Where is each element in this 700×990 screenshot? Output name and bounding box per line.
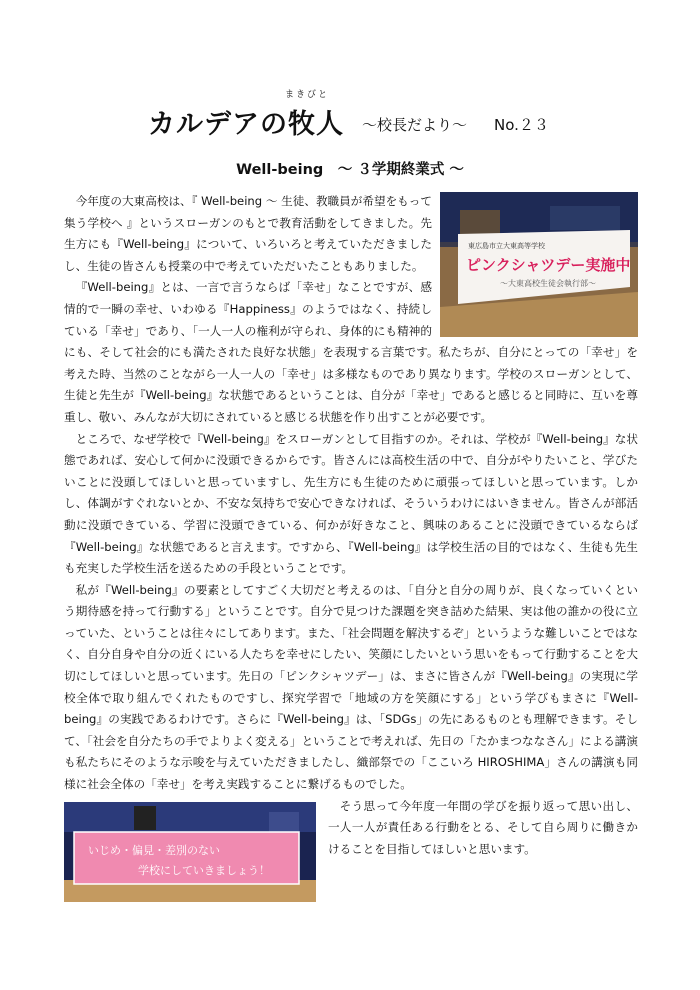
article-heading: Well-being ～ ３学期終業式 ～ <box>236 162 464 178</box>
paragraph-5: そう思って今年度一年間の学びを振り返って思い出し、一人一人が責任ある行動をとる、そして自ら周りに働きかけることを目指してほしいと思います。 <box>328 798 638 856</box>
banner-line-1: いじめ・偏見・差別のない <box>88 844 220 857</box>
banner-small-text: 東広島市立大東高等学校 <box>468 242 545 250</box>
article-body <box>64 191 638 912</box>
issue-number: No.２３ <box>494 116 549 134</box>
paragraph-2: 『Well-being』とは、一言で言うならば「幸せ」なことですが、感情的で一瞬の幸せ、いわゆる『Happiness』のようではなく、持続している「幸せ」であり、「一人一人の権利が守られ、身体的にも精神的にも、そして社会的にも満たされた良好な状態」を表現する言葉です。私たちが、自分にとっての「幸せ」を考えた時、当然のことながら一人一人の「幸せ」は多様なものであり異なります。学校のスローガンとして、生徒と先生が『Well-being』な状態であるということは、自分が「幸せ」であると感じると同時に、互いを尊重し、敬い、みんなが大切にされていると感じる状態を作り出すことが必要です。 <box>64 280 638 424</box>
newsletter-title: カルデアの牧人 <box>148 109 344 140</box>
banner-main-text: ピンクシャツデー実施中 <box>466 256 631 274</box>
banner-sub-text: 〜大東高校生徒会執行部〜 <box>500 279 596 288</box>
newsletter-header <box>0 78 700 138</box>
title-ruby: まきびと <box>285 90 330 100</box>
paragraph-4: 私が『Well-being』の要素としてすごく大切だと考えるのは、「自分と自分の周りが、良くなっていくという期待感を持って行動する」ということです。自分で見つけた課題を突き詰めた結果、実は他の誰かの役に立っていた、ということは往々にしてあります。また、「社会問題を解決するぞ」というような難しいことではなく、自分自身や自分の近くにいる人たちを幸せにしたい、笑顔にしたいという思いをもって行動することを大切にしてほしいと思っています。先日の「ピンクシャツデー」は、まさに皆さんが『Well-being』の実現に学校全体で取り組んでくれたものですし、探究学習で「地域の方を笑顔にする」という学びもまさに『Well-being』の実践であるわけです。さらに『Well-being』は、「SDGs」の先にあるものとも理解できます。そして、「社会を自分たちの手でよりよく変える」ということで考えれば、先日の「たかまつななさん」による講演も私たちにそのような示唆を与えていただきましたし、織部祭での「ここいろ HIROSHIMA」さんの講演も同様に社会全体の「幸せ」を考え実践することに繋げるものでした。 <box>64 582 639 792</box>
paragraph-1: 今年度の大東高校は、『 Well-being ～ 生徒、教職員が希望をもって集う学校へ 』というスローガンのもとで教育活動をしてきました。先生方にも『Well-being』について、いろいろと考えていただきましたし、生徒の皆さんも授業の中で考えていただいたこともありました。 <box>64 194 432 273</box>
newsletter-subtitle: ～校長だより～ <box>362 116 468 134</box>
banner-line-2: 学校にしていきましょう！ <box>138 864 270 877</box>
paragraph-3: ところで、なぜ学校で『Well-being』をスローガンとして目指すのか。それは、学校が『Well-being』な状態であれば、安心して何かに没頭できるからです。皆さんには高校生活の中で、自分がやりたいこと、学びたいことに没頭してほしいと思っていますし、先生方にも生徒のために頑張ってほしいと思っています。しかし、体調がすぐれないとか、不安な気持ちで安心できなければ、そういうわけにはいきません。皆さんが部活動に没頭できている、学習に没頭できている、何かが好きなこと、興味のあることに没頭できているならば『Well-being』な状態であると言えます。ですから、『Well-being』は学校生活の目的ではなく、生徒も先生も充実した学校生活を送るための手段ということです。 <box>64 431 638 576</box>
